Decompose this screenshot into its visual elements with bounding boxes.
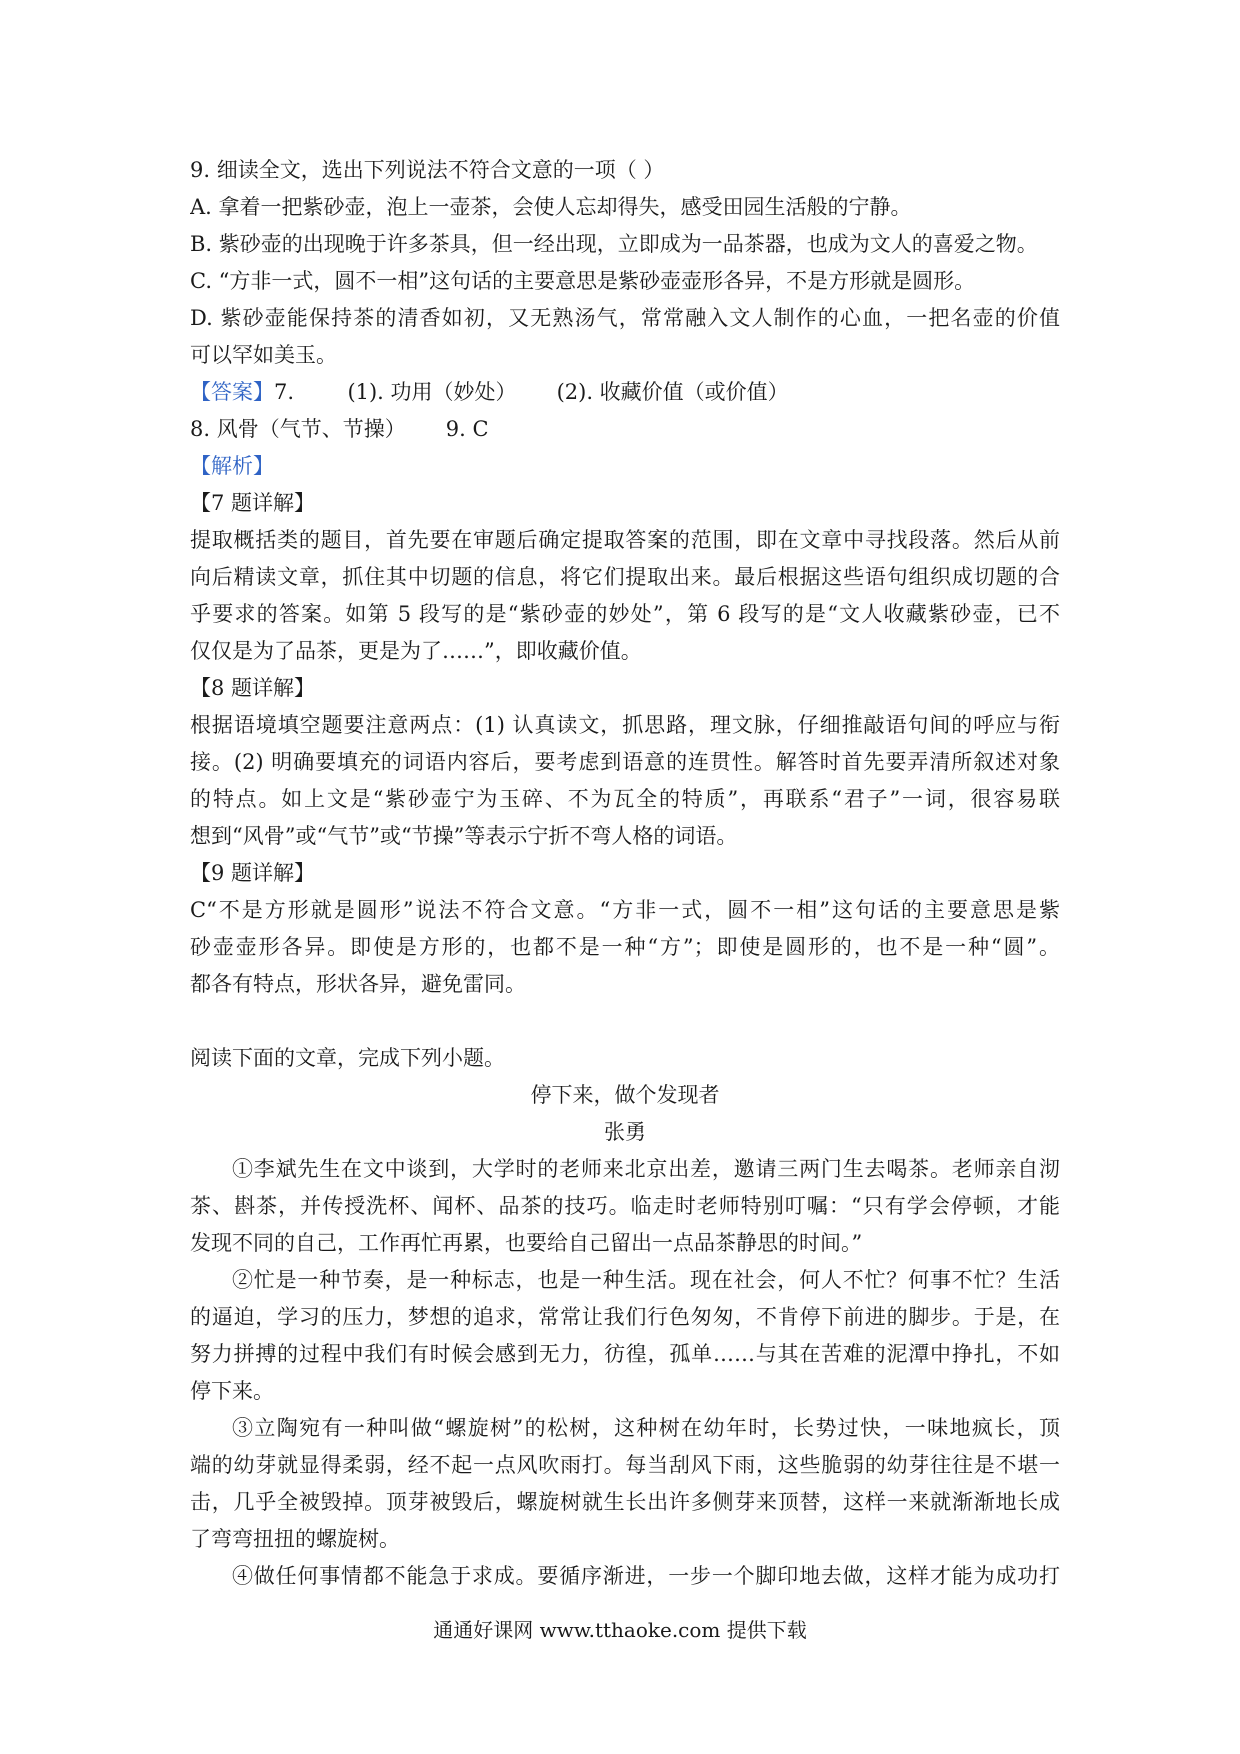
q8-detail-title: 【8 题详解】 (190, 676, 316, 700)
q9-option-d-cont: 可以罕如美玉。 (190, 343, 337, 367)
q9-detail-line: C“不是方形就是圆形”说法不符合文意。“方非一式，圆不一相”这句话的主要意思是紫 (190, 898, 1060, 922)
analysis-tag: 【解析】 (190, 454, 274, 478)
q9-detail-line: 都各有特点，形状各异，避免雷同。 (190, 972, 526, 996)
q8-detail-line: 想到“风骨”或“气节”或“节操”等表示宁折不弯人格的词语。 (190, 824, 738, 848)
q7-detail-line: 仅仅是为了品茶，更是为了……”，即收藏价值。 (190, 639, 642, 663)
q8-detail-line: 根据语境填空题要注意两点：(1) 认真读文，抓思路，理文脉，仔细推敲语句间的呼应与衔 (190, 713, 1060, 737)
article-line: 端的幼芽就显得柔弱，经不起一点风吹雨打。每当刮风下雨，这些脆弱的幼芽往往是不堪一 (190, 1453, 1060, 1477)
q7-detail-line: 提取概括类的题目，首先要在审题后确定提取答案的范围，即在文章中寻找段落。然后从前 (190, 528, 1060, 552)
article-line: 停下来。 (190, 1379, 274, 1403)
article-line: 的逼迫，学习的压力，梦想的追求，常常让我们行色匆匆，不肯停下前进的脚步。于是，在 (190, 1305, 1060, 1329)
article-line: ③立陶宛有一种叫做“螺旋树”的松树，这种树在幼年时，长势过快，一味地疯长，顶 (232, 1416, 1060, 1440)
q9-stem: 9. 细读全文，选出下列说法不符合文意的一项（ ） (190, 158, 665, 182)
q7-detail-line: 向后精读文章，抓住其中切题的信息，将它们提取出来。最后根据这些语句组织成切题的合 (190, 565, 1060, 589)
q9-option-a: A. 拿着一把紫砂壶，泡上一壶茶，会使人忘却得失，感受田园生活般的宁静。 (190, 195, 912, 219)
answer-q7: 7. (1). 功用（妙处） (2). 收藏价值（或价值） (274, 380, 789, 404)
article-line: 努力拼搏的过程中我们有时候会感到无力，彷徨，孤单……与其在苦难的泥潭中挣扎，不如 (190, 1342, 1060, 1366)
q8-detail-line: 的特点。如上文是“紫砂壶宁为玉碎、不为瓦全的特质”，再联系“君子”一词，很容易联 (190, 787, 1060, 811)
answer-tag: 【答案】 (190, 380, 274, 404)
page-footer: 通通好课网 www.tthaoke.com 提供下载 (433, 1618, 807, 1642)
q9-option-c: C. “方非一式，圆不一相”这句话的主要意思是紫砂壶壶形各异，不是方形就是圆形。 (190, 269, 976, 293)
reading-intro: 阅读下面的文章，完成下列小题。 (190, 1046, 505, 1070)
article-line: 发现不同的自己，工作再忙再累，也要给自己留出一点品茶静思的时间。” (190, 1231, 863, 1255)
q9-option-d: D. 紫砂壶能保持茶的清香如初，又无熟汤气，常常融入文人制作的心血，一把名壶的价值 (190, 306, 1060, 330)
article-line: ④做任何事情都不能急于求成。要循序渐进，一步一个脚印地去做，这样才能为成功打 (232, 1564, 1060, 1588)
answer-line (190, 374, 1060, 411)
q9-detail-title: 【9 题详解】 (190, 861, 316, 885)
article-title: 停下来，做个发现者 (530, 1083, 720, 1107)
article-line: 茶、斟茶，并传授洗杯、闻杯、品茶的技巧。临走时老师特别叮嘱：“只有学会停顿，才能 (190, 1194, 1060, 1218)
answer-q8-q9: 8. 风骨（气节、节操） 9. C (190, 417, 489, 441)
article-line: ②忙是一种节奏，是一种标志，也是一种生活。现在社会，何人不忙？何事不忙？生活 (232, 1268, 1060, 1292)
article-line: ①李斌先生在文中谈到，大学时的老师来北京出差，邀请三两门生去喝茶。老师亲自沏 (232, 1157, 1060, 1181)
article-line: 了弯弯扭扭的螺旋树。 (190, 1527, 400, 1551)
q9-option-b: B. 紫砂壶的出现晚于许多茶具，但一经出现，立即成为一品茶器，也成为文人的喜爱之物。 (190, 232, 1038, 256)
article-author: 张勇 (604, 1120, 646, 1144)
article-line: 击，几乎全被毁掉。顶芽被毁后，螺旋树就生长出许多侧芽来顶替，这样一来就渐渐地长成 (190, 1490, 1060, 1514)
q7-detail-title: 【7 题详解】 (190, 491, 316, 515)
q8-detail-line: 接。(2) 明确要填充的词语内容后，要考虑到语意的连贯性。解答时首先要弄清所叙述对象 (190, 750, 1060, 774)
q9-detail-line: 砂壶壶形各异。即使是方形的，也都不是一种“方”；即使是圆形的，也不是一种“圆”。 (190, 935, 1060, 959)
q7-detail-line: 乎要求的答案。如第 5 段写的是“紫砂壶的妙处”，第 6 段写的是“文人收藏紫砂壶，已不 (190, 602, 1060, 626)
